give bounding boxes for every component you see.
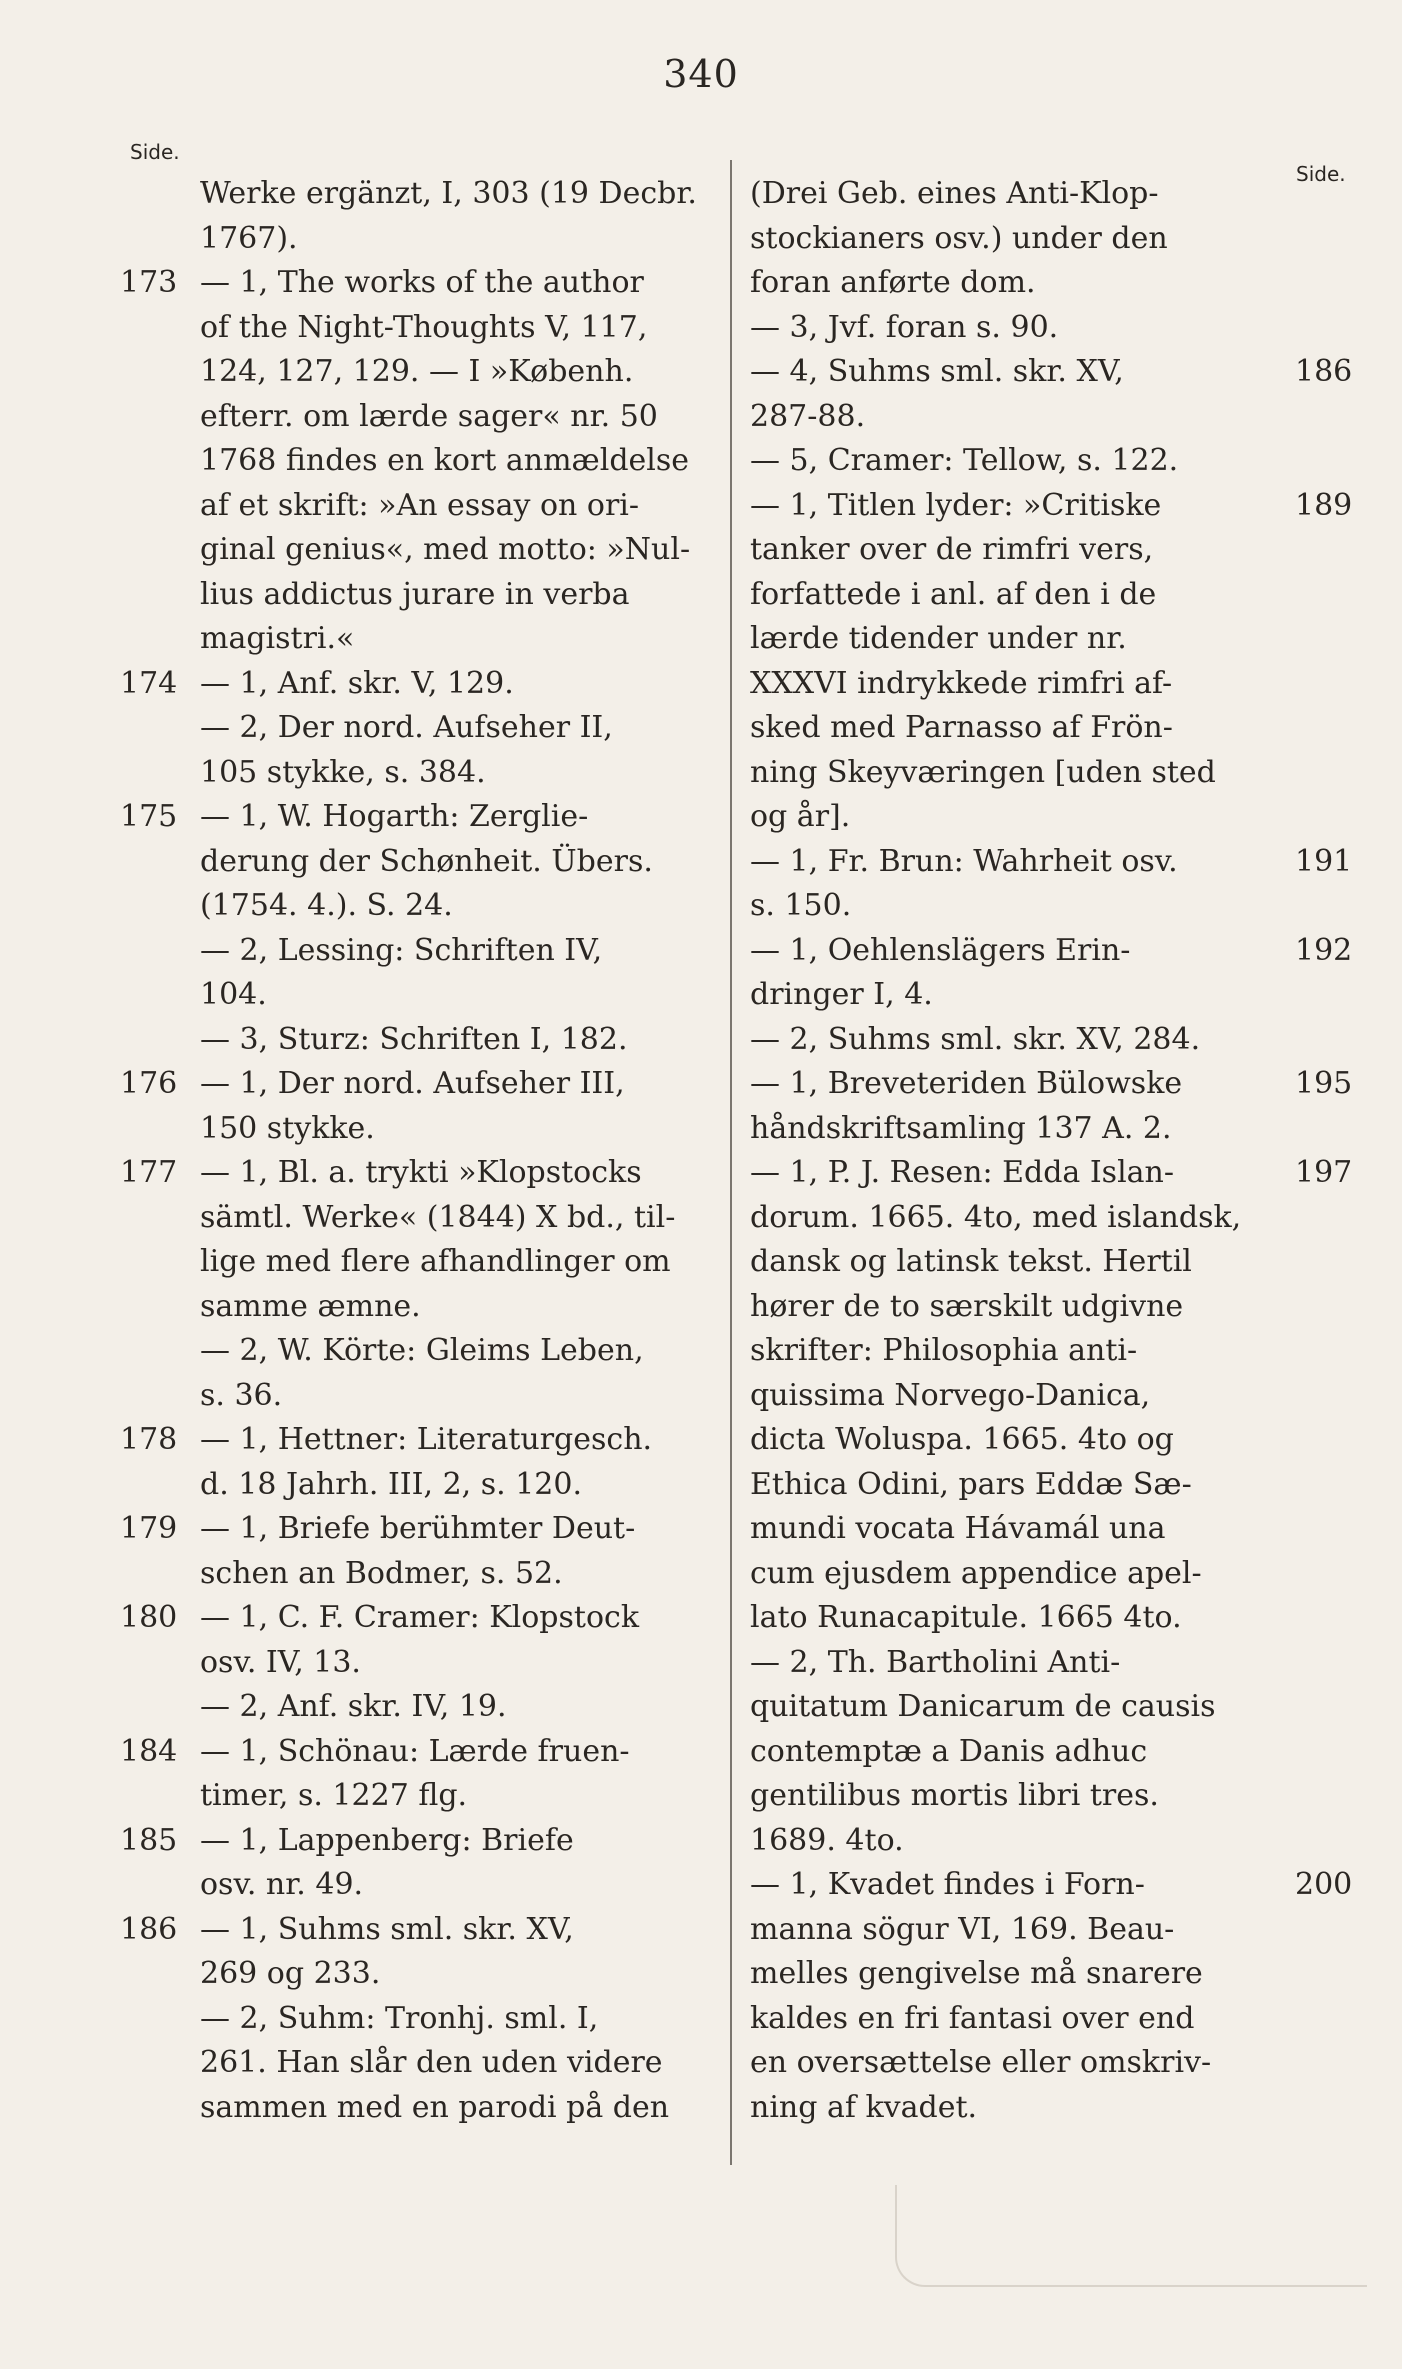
note-text: melles gengivelse må snarere	[750, 1956, 1203, 1991]
note-text: dansk og latinsk tekst. Hertil	[750, 1244, 1192, 1279]
note-text: — 1, Anf. skr. V, 129.	[200, 665, 514, 701]
left-column-line	[120, 1463, 735, 1508]
note-text: quitatum Danicarum de causis	[750, 1689, 1216, 1724]
left-column-line	[120, 172, 735, 217]
right-column-line	[735, 1952, 1335, 1997]
note-text: ning Skeyværingen [uden sted	[750, 754, 1216, 790]
right-column-line	[735, 306, 1335, 351]
note-text: — 1, Oehlenslägers Erin-	[750, 932, 1131, 968]
right-column-line	[735, 1018, 1335, 1063]
note-text: of the Night-Thoughts V, 117,	[200, 309, 648, 345]
page-reference-number: 174	[120, 665, 178, 701]
left-column-line	[120, 1107, 735, 1152]
note-text: tanker over de rimfri vers,	[750, 532, 1154, 567]
left-column-line	[120, 1285, 735, 1330]
left-column-line	[120, 1329, 735, 1374]
right-column-line	[735, 795, 1335, 840]
right-column-line	[735, 1285, 1335, 1330]
note-text: — 2, Suhms sml. skr. XV, 284.	[750, 1021, 1201, 1057]
page-reference-number: 177	[120, 1155, 178, 1190]
right-column-line	[735, 1374, 1335, 1419]
right-column-line	[735, 172, 1335, 217]
note-text: — 1, Kvadet findes i Forn-	[750, 1867, 1145, 1902]
left-column-line	[120, 662, 735, 707]
note-text: håndskriftsamling 137 A. 2.	[750, 1110, 1172, 1146]
left-column-line	[120, 1196, 735, 1241]
left-column-line	[120, 306, 735, 351]
note-text: — 5, Cramer: Tellow, s. 122.	[750, 443, 1179, 478]
note-text: — 1, Schönau: Lærde fruen-	[200, 1733, 630, 1769]
left-column-line	[120, 1596, 735, 1641]
right-column-line	[735, 1329, 1335, 1374]
side-label-right: Side.	[1296, 162, 1346, 186]
left-column-line	[120, 1552, 735, 1597]
note-text: manna sögur VI, 169. Beau-	[750, 1911, 1175, 1947]
note-text: gentilibus mortis libri tres.	[750, 1778, 1159, 1813]
left-column-line	[120, 973, 735, 1018]
page-reference-number: 176	[120, 1066, 178, 1101]
note-text: — 1, Suhms sml. skr. XV,	[200, 1911, 574, 1947]
note-text: — 1, Breveteriden Bülowske	[750, 1066, 1183, 1101]
right-column-line	[735, 1552, 1335, 1597]
note-text: — 1, Bl. a. trykti »Klopstocks	[200, 1155, 642, 1190]
note-text: 124, 127, 129. — I »Københ.	[200, 354, 634, 389]
note-text: 104.	[200, 977, 267, 1012]
right-column-line	[735, 662, 1335, 707]
page-reference-number: 178	[120, 1422, 178, 1457]
right-column-line	[735, 1774, 1335, 1819]
note-text: — 1, Der nord. Aufseher III,	[200, 1066, 625, 1101]
note-text: — 2, W. Körte: Gleims Leben,	[200, 1333, 644, 1368]
right-column-line	[735, 484, 1353, 529]
page-reference-number: 200	[1295, 1867, 1353, 1902]
left-column-line	[120, 1507, 735, 1552]
note-text: 1767).	[200, 220, 298, 256]
right-column-line	[735, 573, 1335, 618]
page-reference-number: 195	[1295, 1066, 1353, 1101]
right-column-line	[735, 751, 1335, 796]
note-text: foran anførte dom.	[750, 265, 1036, 300]
note-text: quissima Norvego-Danica,	[750, 1377, 1151, 1413]
note-text: lato Runacapitule. 1665 4to.	[750, 1600, 1182, 1635]
note-text: lige med flere afhandlinger om	[200, 1244, 671, 1279]
note-text: — 2, Der nord. Aufseher II,	[200, 710, 613, 745]
note-text: lærde tidender under nr.	[750, 621, 1127, 656]
left-column	[120, 172, 735, 2130]
page-reference-number: 185	[120, 1822, 178, 1858]
left-column-line	[120, 573, 735, 618]
left-column-line	[120, 261, 735, 306]
note-text: stockianers osv.) under den	[750, 220, 1168, 256]
note-text: — 2, Anf. skr. IV, 19.	[200, 1689, 507, 1724]
left-column-line	[120, 706, 735, 751]
left-column-line	[120, 1641, 735, 1686]
note-text: dorum. 1665. 4to, med islandsk,	[750, 1199, 1242, 1235]
right-column-line	[735, 2041, 1335, 2086]
note-text: — 2, Lessing: Schriften IV,	[200, 932, 603, 968]
left-column-line	[120, 1730, 735, 1775]
right-column-line	[735, 706, 1335, 751]
note-text: — 1, The works of the author	[200, 265, 644, 300]
left-column-line	[120, 1062, 735, 1107]
right-column-line	[735, 439, 1335, 484]
right-column-line	[735, 1107, 1335, 1152]
note-text: osv. IV, 13.	[200, 1644, 361, 1680]
left-column-line	[120, 884, 735, 929]
note-text: derung der Schønheit. Übers.	[200, 843, 653, 879]
note-text: 105 stykke, s. 384.	[200, 754, 486, 790]
note-text: skrifter: Philosophia anti-	[750, 1333, 1138, 1368]
left-column-line	[120, 2086, 735, 2131]
note-text: Ethica Odini, pars Eddæ Sæ-	[750, 1466, 1192, 1502]
note-text: sammen med en parodi på den	[200, 2089, 670, 2125]
right-column-line	[735, 840, 1353, 885]
note-text: hører de to særskilt udgivne	[750, 1288, 1184, 1324]
page-reference-number: 197	[1295, 1155, 1353, 1190]
right-column-line	[735, 2086, 1335, 2131]
left-column-line	[120, 439, 735, 484]
left-column-line	[120, 1863, 735, 1908]
right-column-line	[735, 1908, 1335, 1953]
note-text: 1689. 4to.	[750, 1822, 904, 1858]
note-text: XXXVI indrykkede rimfri af-	[750, 665, 1173, 701]
note-text: — 1, Fr. Brun: Wahrheit osv.	[750, 843, 1178, 879]
note-text: sked med Parnasso af Frön-	[750, 710, 1173, 745]
right-column-line	[735, 1507, 1335, 1552]
note-text: dringer I, 4.	[750, 977, 933, 1012]
note-text: lius addictus jurare in verba	[200, 576, 630, 612]
left-column-line	[120, 840, 735, 885]
note-text: schen an Bodmer, s. 52.	[200, 1555, 563, 1591]
note-text: — 4, Suhms sml. skr. XV,	[750, 354, 1124, 389]
note-text: (1754. 4.). S. 24.	[200, 888, 453, 923]
right-column-line	[735, 395, 1335, 440]
note-text: timer, s. 1227 flg.	[200, 1778, 468, 1813]
left-column-line	[120, 217, 735, 262]
note-text: — 1, W. Hogarth: Zerglie-	[200, 799, 589, 834]
page-reference-number: 175	[120, 799, 178, 834]
note-text: cum ejusdem appendice apel-	[750, 1555, 1202, 1591]
note-text: — 1, Lappenberg: Briefe	[200, 1822, 574, 1858]
right-column-line	[735, 217, 1335, 262]
left-column-line	[120, 1952, 735, 1997]
left-column-line	[120, 1774, 735, 1819]
note-text: 287-88.	[750, 398, 866, 434]
right-column-line	[735, 1418, 1335, 1463]
note-text: — 1, Titlen lyder: »Critiske	[750, 487, 1162, 523]
right-column-line	[735, 1819, 1335, 1864]
left-column-line	[120, 395, 735, 440]
left-column-line	[120, 1151, 735, 1196]
page-reference-number: 189	[1295, 487, 1353, 523]
note-text: mundi vocata Hávamál una	[750, 1511, 1166, 1546]
right-column-line	[735, 1151, 1353, 1196]
note-text: 261. Han slår den uden videre	[200, 2045, 663, 2080]
right-column-line	[735, 1463, 1335, 1508]
left-column-line	[120, 1240, 735, 1285]
note-text: contemptæ a Danis adhuc	[750, 1733, 1148, 1769]
note-text: 1768 findes en kort anmældelse	[200, 443, 690, 478]
left-column-line	[120, 929, 735, 974]
left-column-line	[120, 1374, 735, 1419]
left-column-line	[120, 617, 735, 662]
left-column-line	[120, 795, 735, 840]
note-text: efterr. om lærde sager« nr. 50	[200, 398, 658, 434]
note-text: — 1, P. J. Resen: Edda Islan-	[750, 1155, 1175, 1190]
right-column-line	[735, 1596, 1335, 1641]
right-column-line	[735, 617, 1335, 662]
left-column-line	[120, 1685, 735, 1730]
left-column-line	[120, 1018, 735, 1063]
right-column-line	[735, 1062, 1353, 1107]
note-text: forfattede i anl. af den i de	[750, 576, 1157, 612]
note-text: ning af kvadet.	[750, 2089, 978, 2125]
side-label-left: Side.	[130, 140, 180, 164]
left-column-line	[120, 484, 735, 529]
note-text: 269 og 233.	[200, 1956, 381, 1991]
right-column-line	[735, 1997, 1335, 2042]
page-reference-number: 192	[1295, 932, 1353, 968]
left-column-line	[120, 350, 735, 395]
note-text: — 1, Hettner: Literaturgesch.	[200, 1422, 653, 1457]
right-column-line	[735, 973, 1335, 1018]
page-number: 340	[663, 52, 739, 96]
right-column-line	[735, 350, 1353, 395]
page-reference-number: 186	[1295, 354, 1353, 389]
note-text: Werke ergänzt, I, 303 (19 Decbr.	[200, 176, 697, 211]
bottom-frame	[895, 2185, 1367, 2287]
page-reference-number: 184	[120, 1733, 178, 1769]
note-text: s. 150.	[750, 888, 852, 923]
note-text: — 1, C. F. Cramer: Klopstock	[200, 1600, 639, 1635]
left-column-line	[120, 1908, 735, 1953]
left-column-line	[120, 2041, 735, 2086]
page-reference-number: 179	[120, 1511, 178, 1546]
note-text: d. 18 Jahrh. III, 2, s. 120.	[200, 1466, 583, 1502]
note-text: kaldes en fri fantasi over end	[750, 2000, 1195, 2036]
note-text: — 1, Briefe berühmter Deut-	[200, 1511, 636, 1546]
right-column-line	[735, 929, 1353, 974]
left-column-line	[120, 1819, 735, 1864]
note-text: s. 36.	[200, 1377, 283, 1413]
left-column-line	[120, 1418, 735, 1463]
note-text: ginal genius«, med motto: »Nul-	[200, 532, 691, 567]
note-text: — 3, Sturz: Schriften I, 182.	[200, 1021, 628, 1057]
right-column-line	[735, 528, 1335, 573]
left-column-line	[120, 1997, 735, 2042]
note-text: — 3, Jvf. foran s. 90.	[750, 309, 1059, 345]
note-text: og år].	[750, 799, 851, 834]
left-column-line	[120, 751, 735, 796]
right-column-line	[735, 1196, 1335, 1241]
note-text: 150 stykke.	[200, 1110, 375, 1146]
note-text: dicta Woluspa. 1665. 4to og	[750, 1422, 1174, 1457]
right-column-line	[735, 1240, 1335, 1285]
right-column-line	[735, 1730, 1335, 1775]
note-text: af et skrift: »An essay on ori-	[200, 487, 640, 523]
right-column-line	[735, 1685, 1335, 1730]
note-text: samme æmne.	[200, 1288, 421, 1324]
page-reference-number: 173	[120, 265, 178, 300]
left-column-line	[120, 528, 735, 573]
note-text: magistri.«	[200, 621, 355, 656]
note-text: — 2, Th. Bartholini Anti-	[750, 1644, 1121, 1680]
note-text: osv. nr. 49.	[200, 1867, 364, 1902]
page-reference-number: 186	[120, 1911, 178, 1947]
note-text: — 2, Suhm: Tronhj. sml. I,	[200, 2000, 599, 2036]
page-reference-number: 191	[1295, 843, 1353, 879]
right-column-line	[735, 884, 1335, 929]
note-text: en oversættelse eller omskriv-	[750, 2045, 1212, 2080]
right-column-line	[735, 1863, 1353, 1908]
right-column-line	[735, 1641, 1335, 1686]
right-column-line	[735, 261, 1335, 306]
note-text: (Drei Geb. eines Anti-Klop-	[750, 176, 1159, 211]
page-reference-number: 180	[120, 1600, 178, 1635]
note-text: sämtl. Werke« (1844) X bd., til-	[200, 1199, 676, 1235]
